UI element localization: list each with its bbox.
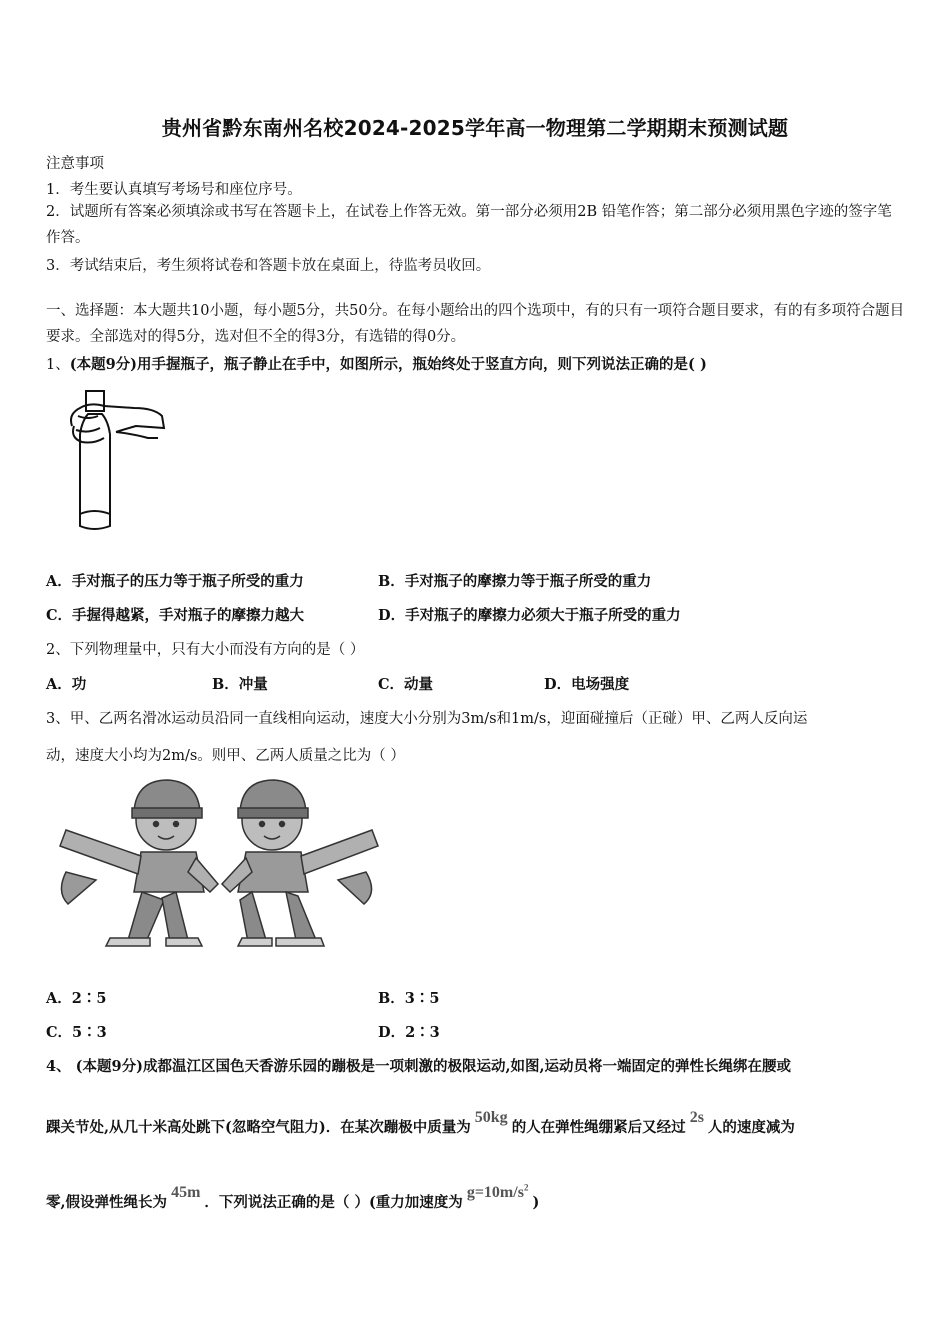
question-1-text: (本题9分)用手握瓶子，瓶子静止在手中，如图所示，瓶始终处于竖直方向，则下列说法正确的是( ) bbox=[69, 356, 707, 373]
time-value: 2s bbox=[689, 1109, 704, 1126]
question-3-stem-line2: 动，速度大小均为2m/s。则甲、乙两人质量之比为（ ） bbox=[46, 748, 405, 764]
mass-value: 50kg bbox=[474, 1109, 508, 1126]
gravity-value: $g=10m/s^2$ bbox=[466, 1182, 529, 1201]
notice-heading: 注意事项 bbox=[46, 156, 104, 172]
q3-option-d: D．2∶3 bbox=[378, 1024, 440, 1041]
q1-option-b: B．手对瓶子的摩擦力等于瓶子所受的重力 bbox=[378, 573, 652, 590]
question-3-stem-line1: 3、甲、乙两名滑冰运动员沿同一直线相向运动，速度大小分别为3m/s和1m/s，迎面碰撞后（正碰）甲、乙两人反向运 bbox=[46, 711, 808, 727]
q2-option-c: C．动量 bbox=[378, 676, 434, 693]
notice-item-3: 3．考试结束后，考生须将试卷和答题卡放在桌面上，待监考员收回。 bbox=[46, 258, 491, 274]
q1-option-a: A．手对瓶子的压力等于瓶子所受的重力 bbox=[46, 573, 304, 590]
notice-item-2: 2．试题所有答案必须填涂或书写在答题卡上，在试卷上作答无效。第一部分必须用2B 铅笔作答；第二部分必须用黑色字迹的签字笔作答。 bbox=[46, 204, 892, 246]
q2-option-a: A．功 bbox=[46, 676, 87, 693]
question-4-stem-line2: 踝关节处,从几十米高处跳下(忽略空气阻力)．在某次蹦极中质量为50kg的人在弹性绳绷紧后又经过2s人的速度减为 bbox=[46, 1109, 795, 1136]
question-4-stem-line1: 4、 (本题9分)成都温江区国色天香游乐园的蹦极是一项刺激的极限运动,如图,运动员将一端固定的弹性长绳绑在腰或 bbox=[46, 1058, 792, 1075]
q2-option-d: D．电场强度 bbox=[544, 676, 630, 693]
section-intro: 一、选择题：本大题共10小题，每小题5分，共50分。在每小题给出的四个选项中，有的只有一项符合题目要求，有的有多项符合题目要求。全部选对的得5分，选对但不全的得3分，有选错的得0分。 bbox=[46, 303, 905, 345]
question-2-stem: 2、下列物理量中，只有大小而没有方向的是（ ） bbox=[46, 642, 365, 658]
hand-bottle-figure bbox=[64, 386, 169, 536]
question-1-number: 1、 bbox=[46, 357, 70, 373]
q2-option-b: B．冲量 bbox=[212, 676, 268, 693]
notice-item-1: 1．考生要认真填写考场号和座位序号。 bbox=[46, 182, 302, 198]
q3-option-c: C．5∶3 bbox=[46, 1024, 107, 1041]
page-title: 贵州省黔东南州名校2024-2025学年高一物理第二学期期末预测试题 bbox=[161, 116, 789, 140]
q3-option-b: B．3∶5 bbox=[378, 990, 440, 1007]
skaters-figure bbox=[46, 772, 386, 954]
length-value: 45m bbox=[171, 1184, 201, 1201]
question-4-stem-line3: 零,假设弹性绳长为45m．下列说法正确的是（ ）(重力加速度为$g=10m/s^2$) bbox=[46, 1182, 540, 1211]
q3-option-a: A．2∶5 bbox=[46, 990, 107, 1007]
question-1-stem bbox=[46, 353, 707, 374]
q1-option-d: D．手对瓶子的摩擦力必须大于瓶子所受的重力 bbox=[378, 607, 681, 624]
q1-option-c: C．手握得越紧，手对瓶子的摩擦力越大 bbox=[46, 607, 305, 624]
